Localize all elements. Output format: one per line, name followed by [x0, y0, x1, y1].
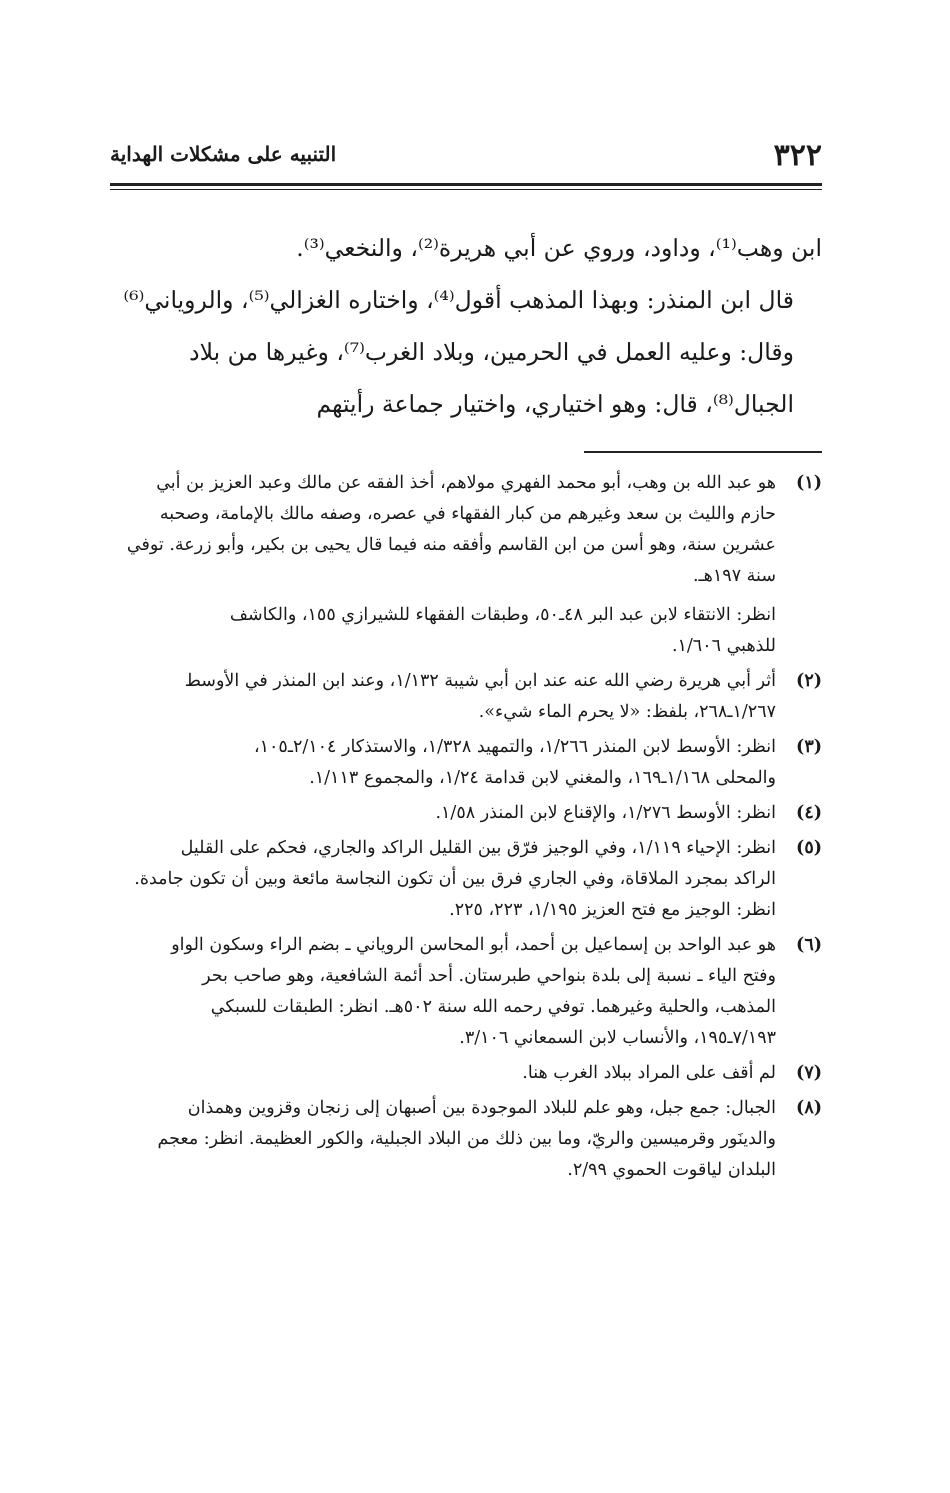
footnote-line: سنة ١٩٧هـ.	[692, 566, 776, 586]
footnote-line: الجبال: جمع جبل، وهو علم للبلاد الموجودة بين أصبهان إلى زنجان وقزوين وهمذان	[187, 1098, 776, 1118]
footnote-number: (٣)	[796, 737, 822, 757]
footnote-8	[110, 1093, 822, 1186]
footnote-line: أثر أبي هريرة رضي الله عنه عند ابن أبي شيبة ١/١٣٢، وعند ابن المنذر في الأوسط	[184, 671, 776, 691]
footnote-line: انظر: الانتقاء لابن عبد البر ٤٨ـ٥٠، وطبقات الفقهاء للشيرازي ١٥٥، والكاشف	[229, 605, 776, 625]
footnote-line: البلدان لياقوت الحموي ٢/٩٩.	[567, 1160, 776, 1180]
footnote-line: انظر: الإحياء ١/١١٩، وفي الوجيز فرّق بين القليل الراكد والجاري، فحكم على القليل	[180, 838, 776, 858]
footnote-2	[110, 666, 822, 728]
footnote-line: للذهبي ١/٦٠٦.	[671, 636, 776, 656]
main-line: وقال: وعليه العمل في الحرمين، وبلاد الغرب⁽⁷⁾، وغيرها من بلاد	[189, 338, 794, 366]
page-header	[110, 130, 822, 186]
footnote-line: انظر: الأوسط ١/٢٧٦، والإقناع لابن المنذر ١/٥٨.	[435, 803, 776, 823]
footnote-reference	[110, 600, 776, 662]
main-line: الجبال⁽⁸⁾، قال: وهو اختياري، واختيار جماعة رأيتهم	[316, 390, 794, 418]
footnote-line: والدينَور وقرميسين والريّ، وما بين ذلك من البلاد الجبلية، والكور العظيمة. انظر: معجم	[157, 1129, 776, 1149]
footnote-7	[110, 1058, 822, 1089]
footnote-number: (٨)	[796, 1098, 822, 1118]
footnote-separator	[584, 451, 822, 453]
main-line: قال ابن المنذر: وبهذا المذهب أقول⁽⁴⁾، واختاره الغزالي⁽⁵⁾، والروياني⁽⁶⁾	[123, 286, 794, 314]
footnote-number: (٧)	[796, 1063, 822, 1083]
footnote-line: الراكد بمجرد الملاقاة، وفي الجاري فرق بين أن تكون النجاسة مائعة وبين أن تكون جامدة.	[134, 869, 776, 889]
footnote-line: حازم والليث بن سعد وغيرهم من كبار الفقهاء في عصره، وصفه مالك بالإمامة، وصحبه	[159, 504, 776, 524]
footnote-line: ١/٢٦٧ـ٢٦٨، بلفظ: «لا يحرم الماء شيء».	[478, 702, 776, 722]
footnote-line: وفتح الياء ـ نسبة إلى بلدة بنواحي طبرستان. أحد أئمة الشافعية، وهو صاحب بحر	[202, 966, 776, 986]
footnote-line: لم أقف على المراد ببلاد الغرب هنا.	[522, 1063, 776, 1083]
footnote-line: المذهب، والحلية وغيرهما. توفي رحمه الله سنة ٥٠٢هـ. انظر: الطبقات للسبكي	[210, 997, 776, 1017]
footnote-3	[110, 732, 822, 794]
footnote-1	[110, 468, 822, 662]
footnote-number: (٦)	[796, 935, 822, 955]
main-text	[110, 222, 822, 430]
footnote-line: هو عبد الله بن وهب، أبو محمد الفهري مولاهم، أخذ الفقه عن مالك وعبد العزيز بن أبي	[156, 473, 776, 493]
footnote-6	[110, 930, 822, 1054]
header-rule-thin	[110, 189, 822, 190]
footnote-number: (١)	[796, 473, 822, 493]
footnote-line: هو عبد الواحد بن إسماعيل بن أحمد، أبو المحاسن الروياني ـ بضم الراء وسكون الواو	[171, 935, 776, 955]
page-number: ٣٢٢	[773, 138, 822, 173]
footnote-line: انظر: الأوسط لابن المنذر ١/٢٦٦، والتمهيد ١/٣٢٨، والاستذكار ٢/١٠٤ـ١٠٥،	[253, 737, 776, 757]
footnote-line: والمحلى ١/١٦٨ـ١٦٩، والمغني لابن قدامة ١/٢٤، والمجموع ١/١١٣.	[309, 768, 776, 788]
footnote-number: (٢)	[796, 671, 822, 691]
footnote-line: ٧/١٩٣ـ١٩٥، والأنساب لابن السمعاني ٣/١٠٦.	[459, 1028, 776, 1048]
footnote-line: انظر: الوجيز مع فتح العزيز ١/١٩٥، ٢٢٣، ٢٢٥.	[449, 900, 776, 920]
main-paragraph-1: ابن وهب⁽¹⁾، وداود، وروي عن أبي هريرة⁽²⁾، والنخعي⁽³⁾.	[296, 234, 822, 262]
footnotes	[110, 468, 822, 1190]
footnote-number: (٥)	[796, 838, 822, 858]
header-rule-thick	[110, 183, 822, 186]
footnote-line: عشرين سنة، وهو أسن من ابن القاسم وأفقه منه فيما قال يحيى بن بكير، وأبو زرعة. توفي	[126, 535, 776, 555]
footnote-5	[110, 833, 822, 926]
footnote-number: (٤)	[796, 803, 822, 823]
main-paragraph-2	[110, 274, 822, 430]
footnote-4	[110, 798, 822, 829]
running-title: التنبيه على مشكلات الهداية	[110, 142, 337, 166]
